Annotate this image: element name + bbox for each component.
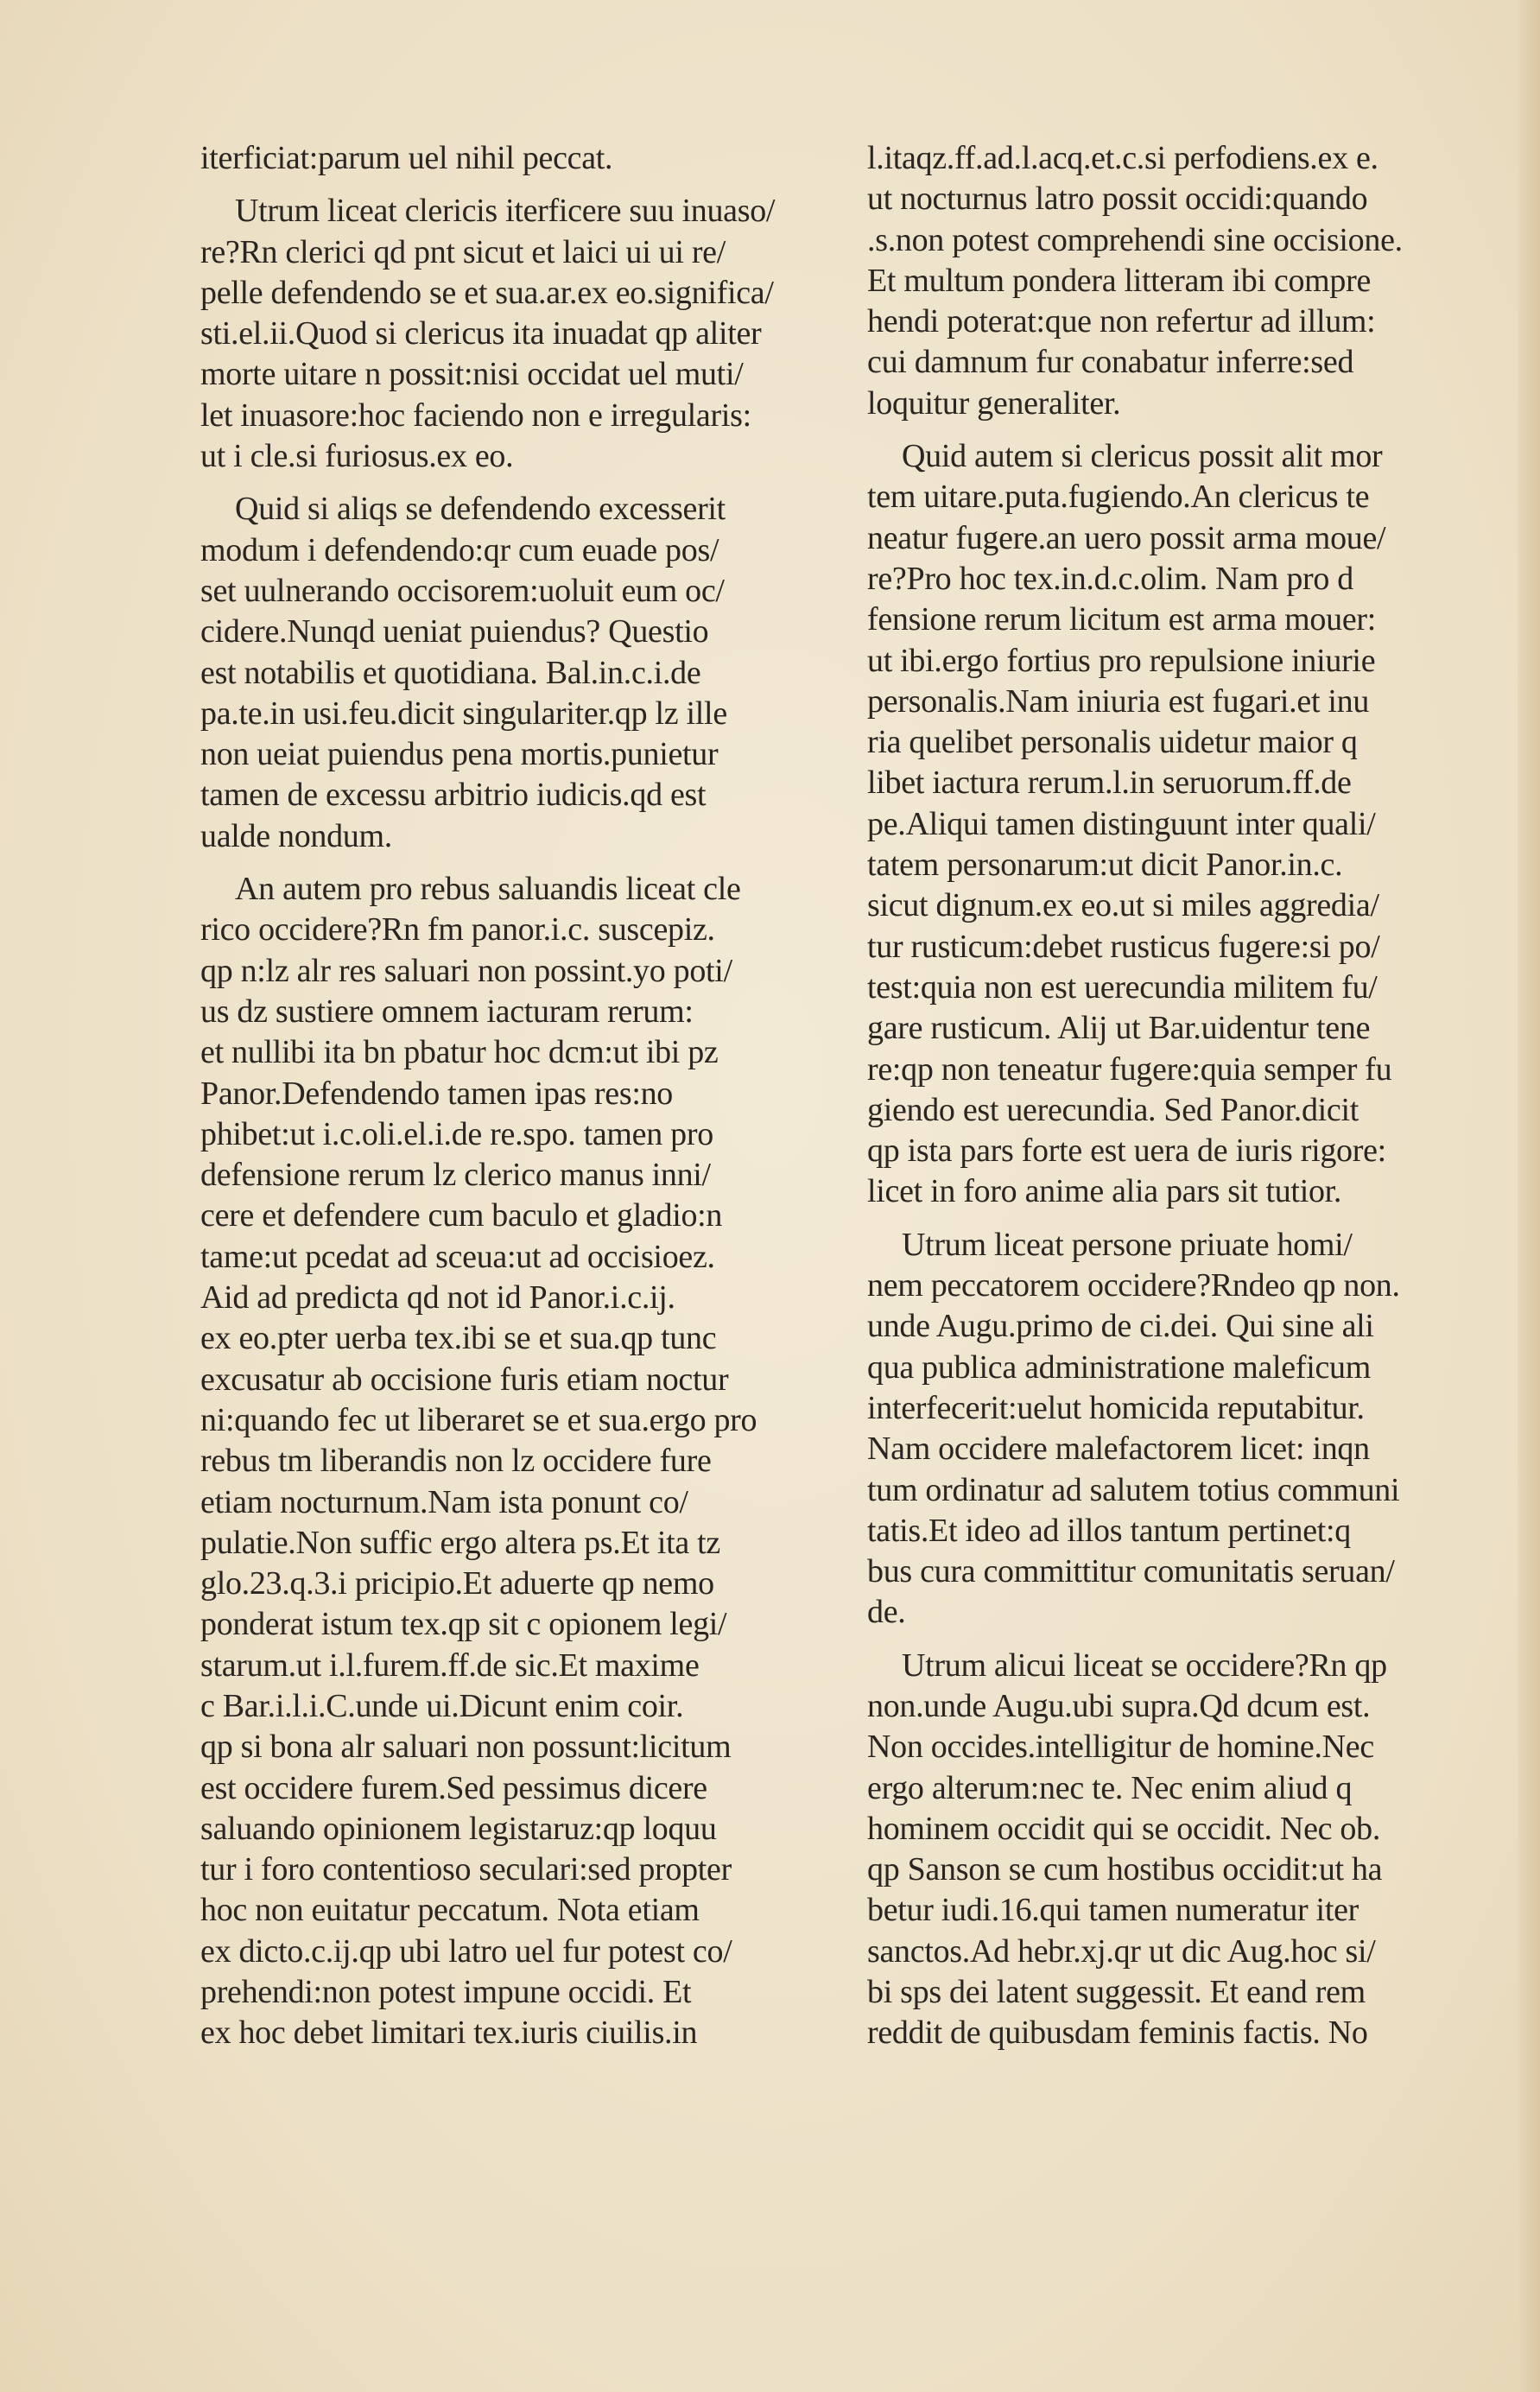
paragraph-gap <box>200 857 840 869</box>
left-column-line: qp n:lz alr res saluari non possint.yo poti/ <box>200 952 732 989</box>
right-column-line: unde Augu.primo de ci.dei. Qui sine ali <box>867 1308 1374 1345</box>
left-column-line: etiam nocturnum.Nam ista ponunt co/ <box>200 1483 688 1520</box>
left-column-line: ex eo.pter uerba tex.ibi se et sua.qp tunc <box>200 1320 717 1357</box>
right-column-line: tur rusticum:debet rusticus fugere:si po/ <box>867 928 1380 965</box>
left-column-line: prehendi:non potest impune occidi. Et <box>200 1974 692 2011</box>
right-column-line: personalis.Nam iniuria est fugari.et inu <box>867 682 1370 720</box>
right-column-line: Et multum pondera litteram ibi compre <box>867 262 1372 299</box>
paragraph-gap <box>867 1634 1506 1646</box>
right-column-line: re?Pro hoc tex.in.d.c.olim. Nam pro d <box>867 560 1353 597</box>
right-column-line: ut nocturnus latro possit occidi:quando <box>867 181 1368 218</box>
left-column-line: morte uitare n possit:nisi occidat uel muti/ <box>200 356 744 393</box>
right-column-line: tatem personarum:ut dicit Panor.in.c. <box>867 847 1343 884</box>
left-column-line: sti.el.ii.Quod si clericus ita inuadat qp aliter <box>200 315 762 352</box>
right-column-line: ut ibi.ergo fortius pro repulsione iniurie <box>867 642 1376 679</box>
left-column-line: tamen de excessu arbitrio iudicis.qd est <box>200 777 707 814</box>
left-column-line: let inuasore:hoc faciendo non e irregularis: <box>200 397 751 434</box>
right-column-line: betur iudi.16.qui tamen numeratur iter <box>867 1892 1359 1929</box>
right-column-line: hominem occidit qui se occidit. Nec ob. <box>867 1810 1381 1847</box>
right-column-line: gare rusticum. Alij ut Bar.uidentur tene <box>867 1010 1371 1047</box>
right-column-line: giendo est uerecundia. Sed Panor.dicit <box>867 1091 1359 1128</box>
left-column-line: excusatur ab occisione furis etiam noctur <box>200 1361 729 1398</box>
right-column-line: ergo alterum:nec te. Nec enim aliud q <box>867 1769 1353 1806</box>
left-column-line: Panor.Defendendo tamen ipas res:no <box>200 1075 673 1112</box>
paragraph-gap <box>200 477 840 489</box>
left-column-line: phibet:ut i.c.oli.el.i.de re.spo. tamen pro <box>200 1115 713 1152</box>
right-column-line: de. <box>867 1594 906 1631</box>
left-column-line: pelle defendendo se et sua.ar.ex eo.significa/ <box>200 274 774 311</box>
left-column-line: c Bar.i.l.i.C.unde ui.Dicunt enim coir. <box>200 1687 684 1724</box>
right-column-line: .s.non potest comprehendi sine occisione. <box>867 221 1403 258</box>
left-column-line: ni:quando fec ut liberaret se et sua.ergo pro <box>200 1401 757 1438</box>
right-column-line: qp ista pars forte est uera de iuris rigore: <box>867 1133 1386 1170</box>
right-column-line: l.itaqz.ff.ad.l.acq.et.c.si perfodiens.ex e. <box>867 140 1378 176</box>
left-column-line: ualde nondum. <box>200 817 392 854</box>
right-column-line: Utrum liceat persone priuate homi/ <box>902 1226 1353 1263</box>
right-column-line: ria quelibet personalis uidetur maior q <box>867 724 1358 761</box>
left-column-line: rico occidere?Rn fm panor.i.c. suscepiz. <box>200 911 715 949</box>
left-column-line: cere et defendere cum baculo et gladio:n <box>200 1197 723 1234</box>
left-column-line: us dz sustiere omnem iacturam rerum: <box>200 993 694 1030</box>
left-column-line: cidere.Nunqd ueniat puiendus? Questio <box>200 613 709 650</box>
left-column-line: hoc non euitatur peccatum. Nota etiam <box>200 1892 700 1929</box>
right-text-column <box>867 138 1506 2054</box>
left-column-line: modum i defendendo:qr cum euade pos/ <box>200 531 719 568</box>
right-column-line: neatur fugere.an uero possit arma moue/ <box>867 519 1386 556</box>
left-column-line: ut i cle.si furiosus.ex eo. <box>200 438 514 475</box>
left-column-line: starum.ut i.l.furem.ff.de sic.Et maxime <box>200 1646 700 1684</box>
left-column-line: tur i foro contentioso seculari:sed propter <box>200 1851 732 1888</box>
page-edge-shadow <box>1518 0 1540 2392</box>
left-column-line: qp si bona alr saluari non possunt:licitum <box>200 1729 732 1766</box>
paragraph-gap <box>200 179 840 191</box>
right-column-line: sicut dignum.ex eo.ut si miles aggredia/ <box>867 887 1379 924</box>
right-column-line: Quid autem si clericus possit alit mor <box>902 438 1383 475</box>
right-column-line: hendi poterat:que non refertur ad illum: <box>867 303 1376 340</box>
right-column-line: libet iactura rerum.l.in seruorum.ff.de <box>867 765 1352 802</box>
left-column-line: est occidere furem.Sed pessimus dicere <box>200 1769 707 1806</box>
right-column-line: bi sps dei latent suggessit. Et eand rem <box>867 1974 1366 2011</box>
left-column-line: An autem pro rebus saluandis liceat cle <box>235 871 741 908</box>
left-column-line: re?Rn clerici qd pnt sicut et laici ui ui re/ <box>200 233 726 270</box>
left-column-line: Utrum liceat clericis iterficere suu inuaso/ <box>235 193 776 230</box>
left-column-line: set uulnerando occisorem:uoluit eum oc/ <box>200 572 725 609</box>
left-column-line: et nullibi ita bn pbatur hoc dcm:ut ibi pz <box>200 1034 719 1071</box>
paragraph-gap <box>867 1213 1506 1225</box>
left-column-line: ponderat istum tex.qp sit c opionem legi/ <box>200 1606 727 1643</box>
left-column-line: ex hoc debet limitari tex.iuris ciuilis.in <box>200 2014 698 2052</box>
left-column-line: tame:ut pcedat ad sceua:ut ad occisioez. <box>200 1238 715 1275</box>
right-column-line: test:quia non est uerecundia militem fu/ <box>867 968 1378 1006</box>
right-column-line: re:qp non teneatur fugere:quia semper fu <box>867 1050 1392 1088</box>
left-column-line: iterficiat:parum uel nihil peccat. <box>200 140 613 176</box>
left-column-line: non ueiat puiendus pena mortis.punietur <box>200 736 719 773</box>
left-column-line: Aid ad predicta qd not id Panor.i.c.ij. <box>200 1279 675 1317</box>
right-column-line: licet in foro anime alia pars sit tutior. <box>867 1173 1342 1210</box>
left-column-line: defensione rerum lz clerico manus inni/ <box>200 1157 711 1194</box>
right-column-line: loquitur generaliter. <box>867 384 1121 422</box>
left-column-line: pa.te.in usi.feu.dicit singulariter.qp lz ille <box>200 695 727 732</box>
left-column-line: Quid si aliqs se defendendo excesserit <box>235 491 726 528</box>
right-column-line: Nam occidere malefactorem licet: inqn <box>867 1431 1370 1468</box>
right-column-line: qp Sanson se cum hostibus occidit:ut ha <box>867 1851 1383 1888</box>
right-column-line: tatis.Et ideo ad illos tantum pertinet:q <box>867 1512 1352 1549</box>
right-column-line: fensione rerum licitum est arma mouer: <box>867 601 1377 638</box>
left-column-line: est notabilis et quotidiana. Bal.in.c.i.de <box>200 654 701 691</box>
left-column-line: ex dicto.c.ij.qp ubi latro uel fur potest co/ <box>200 1932 732 1970</box>
right-column-line: interfecerit:uelut homicida reputabitur. <box>867 1389 1365 1426</box>
left-column-line: glo.23.q.3.i pricipio.Et aduerte qp nemo <box>200 1565 714 1602</box>
right-column-line: pe.Aliqui tamen distinguunt inter quali/ <box>867 805 1376 842</box>
right-column-line: reddit de quibusdam feminis factis. No <box>867 2014 1368 2052</box>
left-text-column <box>200 138 840 2054</box>
left-column-line: pulatie.Non suffic ergo altera ps.Et ita tz <box>200 1524 720 1561</box>
right-column-line: cui damnum fur conabatur inferre:sed <box>867 344 1354 381</box>
right-column-line: nem peccatorem occidere?Rndeo qp non. <box>867 1267 1400 1304</box>
right-column-line: sanctos.Ad hebr.xj.qr ut dic Aug.hoc si/ <box>867 1932 1376 1970</box>
right-column-line: Utrum alicui liceat se occidere?Rn qp <box>902 1646 1387 1684</box>
right-column-line: Non occides.intelligitur de homine.Nec <box>867 1729 1374 1766</box>
right-column-line: qua publica administratione maleficum <box>867 1348 1371 1386</box>
paragraph-gap <box>867 424 1506 436</box>
left-column-line: saluando opinionem legistaruz:qp loquu <box>200 1810 717 1847</box>
right-column-line: non.unde Augu.ubi supra.Qd dcum est. <box>867 1687 1371 1724</box>
right-column-line: tem uitare.puta.fugiendo.An clericus te <box>867 479 1370 516</box>
right-column-line: tum ordinatur ad salutem totius communi <box>867 1471 1400 1508</box>
right-column-line: bus cura committitur comunitatis seruan/ <box>867 1553 1395 1590</box>
left-column-line: rebus tm liberandis non lz occidere fure <box>200 1443 712 1480</box>
